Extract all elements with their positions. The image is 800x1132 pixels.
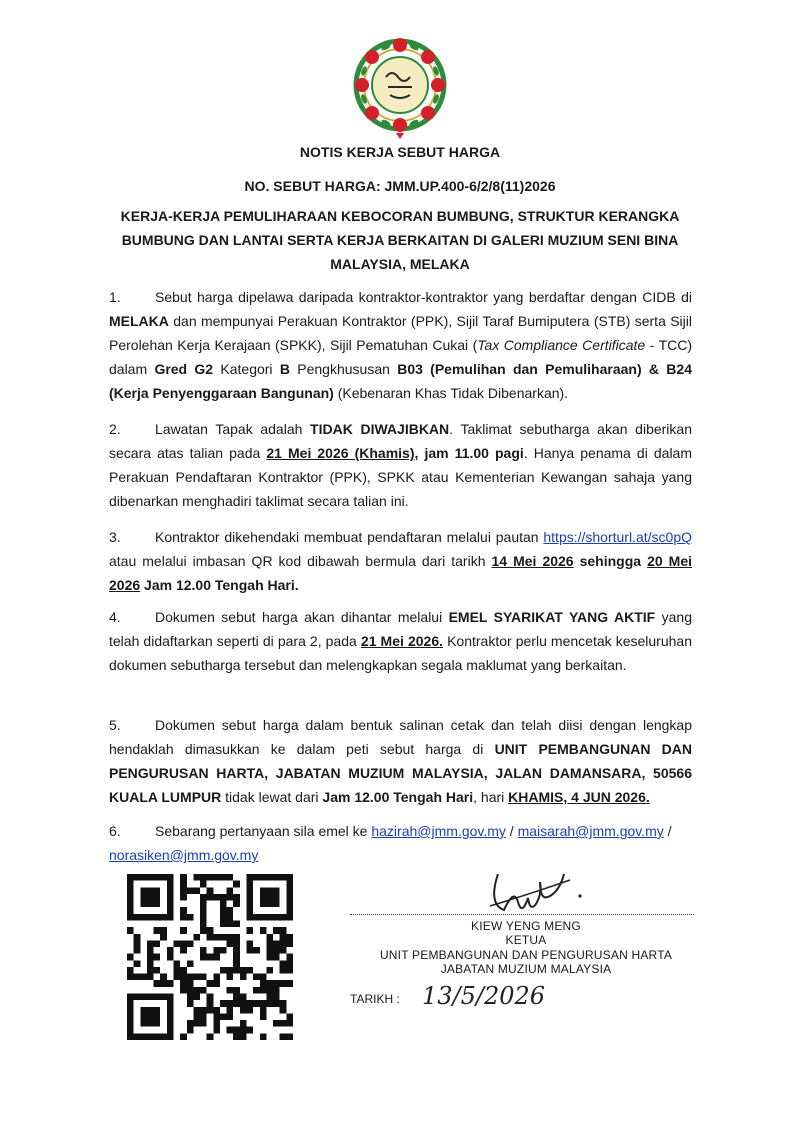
qr-code-icon[interactable] (127, 874, 293, 1040)
text: Lawatan Tapak adalah (155, 421, 311, 437)
text: Sebarang pertanyaan sila emel ke (155, 823, 372, 839)
registration-link[interactable]: https://shorturl.at/sc0pQ (543, 529, 692, 545)
text: Kategori (213, 361, 280, 377)
paragraph-number: 6. (109, 823, 121, 839)
separator: / (505, 823, 518, 839)
grade: Gred G2 (154, 361, 214, 377)
text: sehingga (573, 553, 648, 569)
text: Pengkhususan (289, 361, 398, 377)
paragraph-number: 5. (109, 717, 121, 733)
signatory-name: KIEW YENG MENG (471, 919, 581, 933)
handwritten-date (416, 978, 556, 1014)
text: . Taklimat sebutharga akan diberikan secara atas talian pada (109, 421, 692, 461)
registration-deadline-time: Jam 12.00 Tengah Hari. (140, 577, 299, 593)
email-link-maisarah[interactable]: maisarah@jmm.gov.my (517, 823, 664, 839)
svg-text:13/5/2026: 13/5/2026 (422, 982, 546, 1010)
signatory-role: KETUA (505, 933, 547, 947)
briefing-time: , jam 11.00 pagi (414, 445, 524, 461)
handwritten-signature-icon (468, 866, 600, 924)
text: Kontraktor perlu mencetak keseluruhan dokumen sebutharga tersebut dan melengkapkan segala maklumat yang berkaitan. (109, 633, 692, 673)
specialisation: B03 (Pemulihan dan Pemuliharaan) & B24 (Kerja Penyenggaraan Bangunan) (109, 361, 692, 401)
paragraph-3 (109, 525, 692, 597)
state-crest-icon (352, 33, 448, 139)
email-link-norasiken[interactable]: norasiken@jmm.gov.my (109, 847, 259, 863)
signatory-department: JABATAN MUZIUM MALAYSIA (440, 962, 612, 976)
submission-time: Jam 12.00 Tengah Hari (322, 789, 474, 805)
category: B (279, 361, 290, 377)
text: Dokumen sebut harga akan dihantar melalui (155, 609, 449, 625)
paragraph-number: 4. (109, 609, 121, 625)
text: Sebut harga dipelawa daripada kontraktor-kontraktor yang berdaftar dengan CIDB di (155, 289, 692, 305)
signature-dotted-line (350, 914, 694, 915)
text: dan mempunyai Perakuan Kontraktor (PPK), Sijil Taraf Bumiputera (STB) serta Sijil Perolehan Kerja Kerajaan (SPKK), Sijil Pematuhan Cukai ( (109, 313, 692, 353)
date-label: TARIKH : (350, 992, 400, 1006)
submission-address: UNIT PEMBANGUNAN DAN PENGURUSAN HARTA, JABATAN MUZIUM MALAYSIA, JALAN DAMANSARA, 50566 KUALA LUMPUR (109, 741, 693, 805)
paragraph-number: 3. (109, 529, 121, 545)
text: tidak lewat dari (221, 789, 323, 805)
paragraph-1 (109, 285, 692, 405)
text: , hari (473, 789, 509, 805)
tcc-term: Tax Compliance Certificate (477, 337, 646, 353)
email-link-hazirah[interactable]: hazirah@jmm.gov.my (371, 823, 506, 839)
state-name: MELAKA (109, 313, 169, 329)
paragraph-5 (109, 713, 692, 809)
paragraph-4 (109, 605, 692, 677)
separator: / (663, 823, 672, 839)
text: Dokumen sebut harga dalam bentuk salinan cetak dan telah diisi dengan lengkap hendaklah dimasukkan ke dalam peti sebut harga di (109, 717, 692, 757)
work-title: KERJA-KERJA PEMULIHARAAN KEBOCORAN BUMBUNG, STRUKTUR KERANGKA BUMBUNG DAN LANTAI SERTA KERJA BERKAITAN DI GALERI MUZIUM SENI BINA MALAYSIA, MELAKA (120, 208, 680, 272)
text: atau melalui imbasan QR kod dibawah bermula dari tarikh (109, 553, 492, 569)
registration-start-date: 14 Mei 2026 (491, 553, 574, 569)
paragraph-6 (109, 819, 692, 867)
document-date: 21 Mei 2026. (360, 633, 443, 649)
registration-end-date: 20 Mei 2026 (109, 553, 692, 593)
text: - TCC) dalam (109, 337, 693, 377)
notice-title: NOTIS KERJA SEBUT HARGA (299, 144, 501, 160)
paragraph-number: 1. (109, 289, 121, 305)
text: (Kebenaran Khas Tidak Dibenarkan). (333, 385, 569, 401)
briefing-date: 21 Mei 2026 (Khamis) (266, 445, 415, 461)
paragraph-2 (109, 417, 692, 513)
text: Kontraktor dikehendaki membuat pendaftaran melalui pautan (155, 529, 544, 545)
paragraph-number: 2. (109, 421, 121, 437)
signatory-unit: UNIT PEMBANGUNAN DAN PENGURUSAN HARTA (379, 948, 673, 962)
site-visit-status: TIDAK DIWAJIBKAN (310, 421, 450, 437)
text: . Hanya penama di dalam Perakuan Pendaftaran Kontraktor (PPK), SPKK atau Kementerian Kewangan sahaja yang dibenarkan menghadiri taklimat secara talian ini. (109, 445, 692, 509)
text: yang telah didaftarkan seperti di para 2, pada (109, 609, 692, 649)
email-requirement: EMEL SYARIKAT YANG AKTIF (448, 609, 656, 625)
quotation-reference: NO. SEBUT HARGA: JMM.UP.400-6/2/8(11)2026 (244, 178, 556, 194)
submission-date: KHAMIS, 4 JUN 2026. (508, 789, 650, 805)
